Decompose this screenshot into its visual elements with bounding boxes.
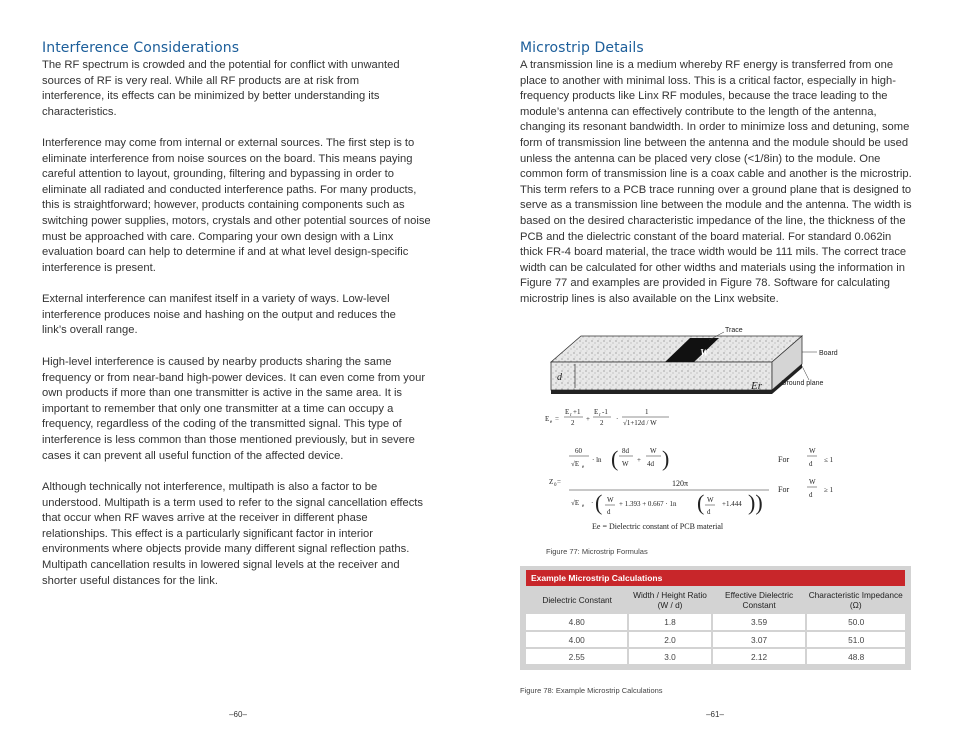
svg-text:E: E (565, 408, 570, 416)
svg-text:+1: +1 (573, 408, 581, 416)
d-label: d (557, 372, 562, 383)
svg-text:For: For (778, 455, 790, 464)
svg-text:≤ 1: ≤ 1 (824, 456, 834, 464)
svg-text:d: d (809, 491, 813, 499)
svg-text:√E: √E (571, 460, 580, 468)
right-page (477, 0, 954, 738)
microstrip-heading: Microstrip Details (520, 40, 644, 56)
table-cell: 4.00 (526, 631, 628, 648)
svg-text:d: d (707, 508, 711, 516)
table-cell: 51.0 (806, 631, 905, 648)
svg-text:√1+12d / W: √1+12d / W (623, 419, 657, 427)
svg-text:W: W (809, 447, 816, 455)
interference-paragraph-2: Interference may come from internal or external sources. The first step is to eliminate interference from noise sources on the board. This means paying careful attention to layout, grounding, filtering and bypassing in order to eliminate all radiated and conducted interference paths. For many products, this is straightforward; however, products containing components such as switching power supplies, motors, crystals and other potential sources of noise must be approached with care. Comparing your own design with a Linx evaluation board can help to determine if and at what level design-specific interference is present. (42, 137, 431, 274)
svg-text:e: e (582, 465, 585, 470)
svg-text:120π: 120π (672, 479, 689, 488)
interference-paragraph-5: Although technically not interference, multipath is also a factor to be understood. Multipath is a term used to refer to the signal cancellation effects that occur when RF waves arrive at the receiver in different phase relationships. This effect is a particularly significant factor in interior environments where objects provide many different signal reflection paths. Multipath cancellation results in lowered signal levels at the receiver and shorter useful distances for the link. (42, 481, 424, 587)
svg-text:)): )) (748, 490, 763, 515)
svg-text:·: · (616, 415, 619, 423)
interference-paragraph-3: External interference can manifest itself in a variety of ways. Low-level interference produces noise and hashing on the output and reduces the link’s overall range. (42, 293, 396, 337)
table-header-row (526, 586, 905, 614)
svg-text:W: W (707, 496, 714, 504)
svg-text:+1.444: +1.444 (722, 500, 742, 508)
svg-text:1: 1 (645, 408, 649, 416)
svg-text:·: · (591, 499, 594, 507)
svg-text:): ) (662, 446, 670, 471)
svg-text:d: d (607, 508, 611, 516)
svg-text:Z: Z (549, 478, 554, 486)
svg-text:W: W (650, 447, 657, 455)
interference-paragraph-1: The RF spectrum is crowded and the potential for conflict with unwanted sources of RF is very real. While all RF products are at risk from interference, its effects can be minimized by better understanding its characteristics. (42, 59, 400, 118)
table-cell: 1.8 (628, 614, 711, 631)
header-characteristic-impedance: Characteristic Impedance (Ω) (808, 590, 903, 610)
header-dielectric-constant: Dielectric Constant (542, 595, 612, 605)
svg-text:W: W (809, 478, 816, 486)
svg-text:≥ 1: ≥ 1 (824, 486, 834, 494)
figure-78-caption: Figure 78: Example Microstrip Calculations (520, 686, 663, 695)
table-row (526, 648, 905, 665)
table-cell: 2.12 (712, 648, 807, 665)
table-cell: 50.0 (806, 614, 905, 631)
interference-paragraph-4: High-level interference is caused by nearby products sharing the same frequency or from near-band high-power devices. It can even come from your own products if more than one transmitter is active in the same area. It is important to remember that only one transmitter at a time can occupy a frequency, regardless of the coding of the transmitted signal. This type of interference is less common than those mentioned previously, but in severe cases it can prevent all useful function of the affected device. (42, 356, 426, 462)
ground-leader (802, 366, 809, 380)
svg-text:E: E (594, 408, 599, 416)
svg-text:=: = (555, 415, 559, 423)
table-cell: 3.0 (628, 648, 711, 665)
calculations-table (526, 586, 905, 666)
table-cell: 48.8 (806, 648, 905, 665)
svg-text:(: ( (697, 490, 705, 515)
header-width-height-ratio: Width / Height Ratio (W / d) (633, 590, 707, 610)
impedance-formula (549, 446, 834, 516)
svg-text:r: r (599, 413, 601, 418)
table-cell: 2.55 (526, 648, 628, 665)
interference-heading: Interference Considerations (42, 40, 240, 56)
svg-text:E: E (545, 415, 550, 423)
trace-label: Trace (725, 327, 743, 334)
table-title: Example Microstrip Calculations (526, 570, 905, 586)
er-label: Er (751, 380, 762, 392)
dielectric-note: Ee = Dielectric constant of PCB material (592, 522, 724, 531)
svg-text:4d: 4d (647, 460, 654, 468)
svg-text:+: + (586, 415, 590, 423)
table-cell: 3.59 (712, 614, 807, 631)
microstrip-paragraph: A transmission line is a medium whereby RF energy is transferred from one place to another with minimal loss. This is a critical factor, especially in high-frequency products like Linx RF modules, because the trace leading to the module’s antenna can effectively contribute to the length of the antenna, changing its resonant bandwidth. In order to minimize loss and detuning, some form of transmission line between the antenna and the module should be used unless the antenna can be placed very close (<1/8in) to the module. One common form of transmission line is a coax cable and another is the microstrip. This term refers to a PCB trace running over a ground plane that is designed to serve as a transmission line between the module and the antenna. The width is based on the desired characteristic impedance of the line, the thickness of the PCB and the dielectric constant of the board material. For standard 0.062in thick FR-4 board material, the trace width would be 111 mils. The correct trace width can be calculated for other widths and materials using the information in Figure 77 and examples are provided in Figure 78. Software for calculating microstrip lines is also available on the Linx website. (520, 59, 912, 305)
svg-text:2: 2 (600, 419, 604, 427)
table-cell: 2.0 (628, 631, 711, 648)
effective-dielectric-formula (545, 408, 669, 427)
table-row (526, 631, 905, 648)
svg-text:2: 2 (571, 419, 575, 427)
svg-text:e: e (582, 504, 585, 509)
ground-plane-label: Ground plane (781, 380, 824, 387)
svg-text:(: ( (595, 490, 603, 515)
table-cell: 3.07 (712, 631, 807, 648)
svg-text:8d: 8d (622, 447, 629, 455)
board-label: Board (819, 350, 838, 357)
table-cell: 4.80 (526, 614, 628, 631)
svg-text:· ln: · ln (592, 456, 602, 464)
figure-77-caption: Figure 77: Microstrip Formulas (546, 547, 648, 556)
page-number-left: –60– (229, 710, 247, 719)
svg-text:+ 1.393 + 0.667 · 1n: + 1.393 + 0.667 · 1n (619, 500, 677, 508)
header-effective-dielectric: Effective Dielectric Constant (725, 590, 794, 610)
board-front-face (551, 362, 772, 390)
microstrip-table (520, 566, 911, 670)
svg-text:-1: -1 (602, 408, 608, 416)
svg-text:=: = (557, 478, 561, 486)
svg-text:W: W (607, 496, 614, 504)
w-label: W (700, 348, 709, 359)
svg-text:√E: √E (571, 499, 580, 507)
svg-text:0: 0 (554, 483, 557, 488)
svg-text:r: r (570, 413, 572, 418)
svg-text:d: d (809, 460, 813, 468)
page-number-right: –61– (706, 710, 724, 719)
svg-text:e: e (550, 420, 553, 425)
microstrip-diagram (519, 322, 919, 542)
svg-text:60: 60 (575, 447, 582, 455)
svg-text:W: W (622, 460, 629, 468)
svg-text:(: ( (611, 446, 619, 471)
table-row (526, 614, 905, 631)
microstrip-figure (519, 322, 919, 542)
svg-text:+: + (637, 456, 641, 464)
svg-text:For: For (778, 485, 790, 494)
